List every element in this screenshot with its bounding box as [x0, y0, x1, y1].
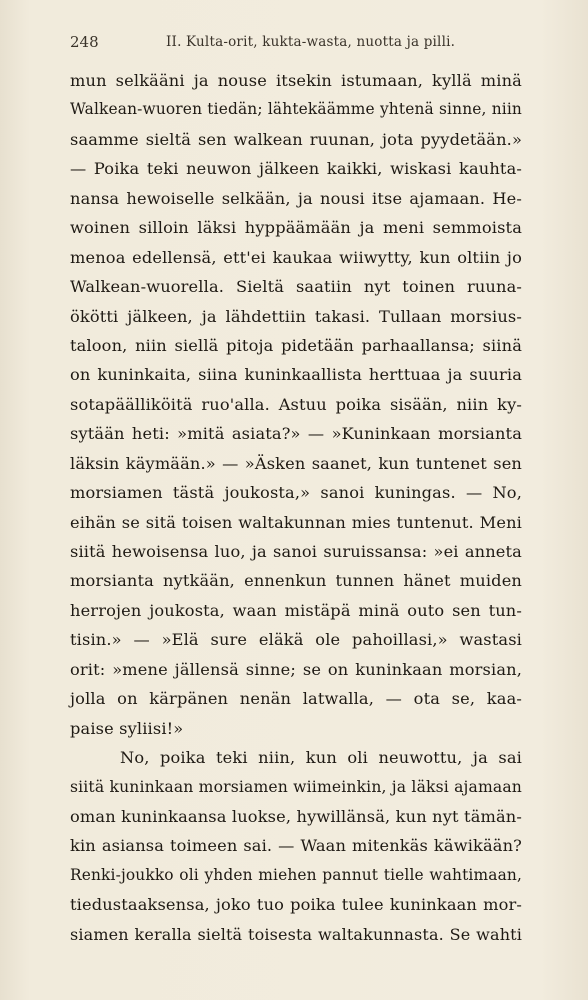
text-line: oman kuninkaansa luokse, hywillänsä, kun nyt tämän-	[70, 806, 522, 826]
page-header	[70, 33, 518, 57]
text-line: siamen keralla sieltä toisesta waltakunnasta. Se wahti	[70, 924, 522, 944]
text-line: ökötti jälkeen, ja lähdettiin takasi. Tullaan morsius-	[70, 306, 522, 326]
text-line: tisin.» — »Elä sure eläkä ole pahoillasi,» wastasi	[70, 630, 522, 650]
body-text	[70, 66, 522, 949]
page-number: 248	[70, 33, 99, 51]
text-line: sytään heti: »mitä asiata?» — »Kuninkaan morsianta	[70, 424, 522, 444]
text-line: sotapäälliköitä ruo'alla. Astuu poika sisään, niin ky-	[70, 394, 522, 414]
text-line: jolla on kärpänen nenän latwalla, — ota se, kaa-	[70, 689, 522, 709]
text-line: eihän se sitä toisen waltakunnan mies tuntenut. Meni	[70, 512, 522, 532]
text-line: Renki-joukko oli yhden miehen pannut tielle wahtimaan,	[70, 865, 522, 884]
text-line: orit: »mene jällensä sinne; se on kuninkaan morsian,	[70, 659, 522, 679]
running-title: II. Kulta-orit, kukta-wasta, nuotta ja pilli.	[166, 34, 456, 50]
text-line: — Poika teki neuwon jälkeen kaikki, wiskasi kauhta-	[70, 159, 522, 179]
text-line: saamme sieltä sen walkean ruunan, jota pyydetään.»	[70, 129, 522, 149]
text-line: morsianta nytkään, ennenkun tunnen hänet muiden	[70, 571, 522, 591]
text-line: herrojen joukosta, waan mistäpä minä outo sen tun-	[70, 600, 522, 620]
text-line: Walkean-wuorella. Sieltä saatiin nyt toinen ruuna-	[70, 277, 522, 297]
text-line: on kuninkaita, siina kuninkaallista herttuaa ja suuria	[70, 365, 522, 385]
text-line: siitä kuninkaan morsiamen wiimeinkin, ja läksi ajamaan	[70, 777, 522, 796]
text-line: kin asiansa toimeen sai. — Waan mitenkäs käwikään?	[70, 836, 522, 856]
text-line: No, poika teki niin, kun oli neuwottu, ja sai	[120, 748, 522, 768]
text-line: siitä hewoisensa luo, ja sanoi suruissansa: »ei anneta	[70, 542, 522, 561]
text-line: läksin käymään.» — »Äsken saanet, kun tuntenet sen	[70, 453, 522, 473]
text-line: paise syliisi!»	[70, 718, 184, 738]
text-line: woinen silloin läksi hyppäämään ja meni semmoista	[70, 218, 522, 238]
text-line: Walkean-wuoren tiedän; lähtekäämme yhtenä sinne, niin	[70, 100, 522, 119]
text-line: nansa hewoiselle selkään, ja nousi itse ajamaan. He-	[70, 188, 522, 208]
text-line: mun selkääni ja nouse itsekin istumaan, kyllä minä	[70, 71, 522, 90]
text-line: morsiamen tästä joukosta,» sanoi kuningas. — No,	[70, 483, 522, 503]
text-line: tiedustaaksensa, joko tuo poika tulee kuninkaan mor-	[70, 895, 522, 915]
text-line: menoa edellensä, ett'ei kaukaa wiiwytty, kun oltiin jo	[70, 247, 522, 267]
text-line: taloon, niin siellä pitoja pidetään parhaallansa; siinä	[70, 335, 522, 355]
